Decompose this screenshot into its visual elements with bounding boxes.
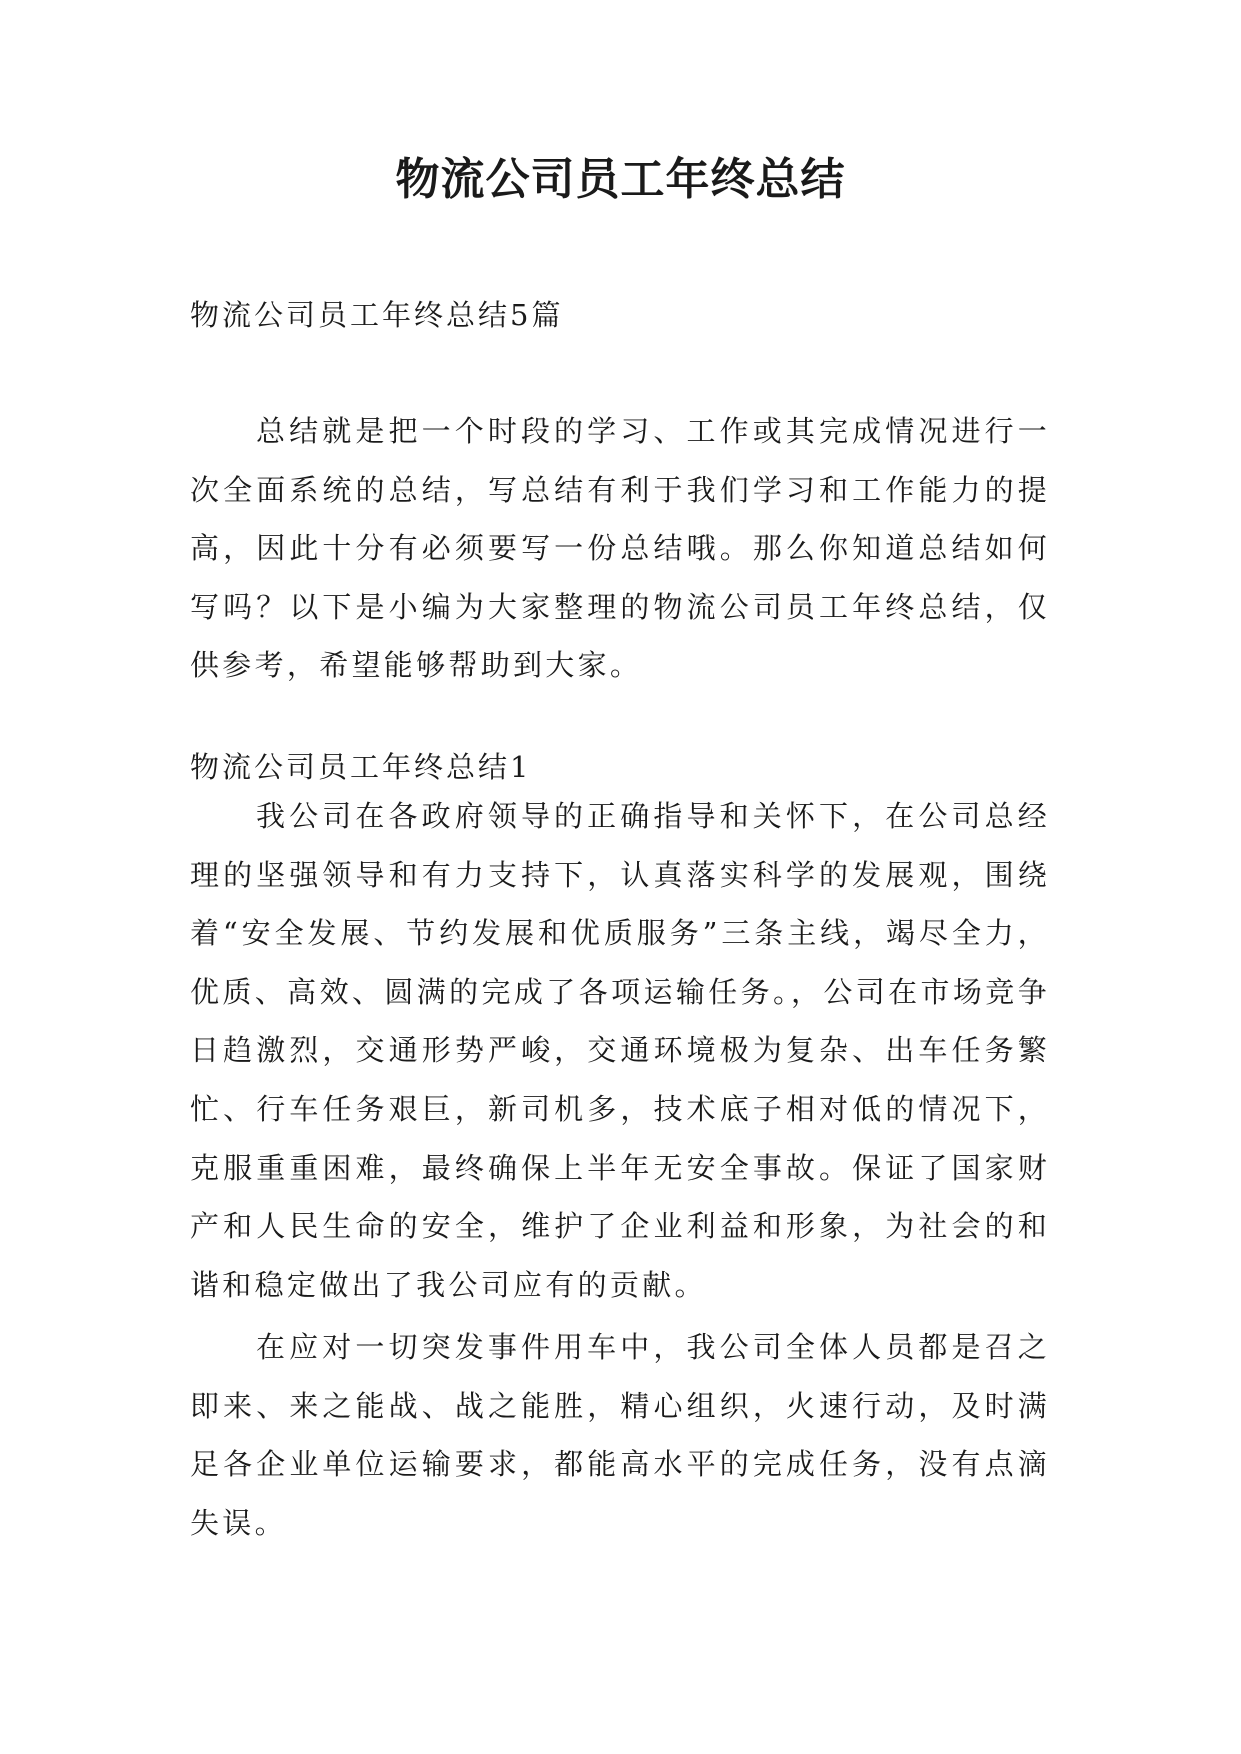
- intro-paragraph: 总结就是把一个时段的学习、工作或其完成情况进行一次全面系统的总结，写总结有利于我们学习和工作能力的提高，因此十分有必须要写一份总结哦。那么你知道总结如何写吗？以下是小编为大家整理的物流公司员工年终总结，仅供参考，希望能够帮助到大家。: [190, 414, 1050, 683]
- body-paragraph: 在应对一切突发事件用车中，我公司全体人员都是召之即来、来之能战、战之能胜，精心组织，火速行动，及时满足各企业单位运输要求，都能高水平的完成任务，没有点滴失误。: [190, 1330, 1050, 1540]
- section-heading: 物流公司员工年终总结1: [190, 750, 532, 784]
- document-title: 物流公司员工年终总结: [395, 154, 846, 205]
- body-paragraph: 我公司在各政府领导的正确指导和关怀下，在公司总经理的坚强领导和有力支持下，认真落实科学的发展观，围绕着“安全发展、节约发展和优质服务”三条主线，竭尽全力，优质、高效、圆满的完成了各项运输任务。，公司在市场竞争日趋激烈，交通形势严峻，交通环境极为复杂、出车任务繁忙、行车任务艰巨，新司机多，技术底子相对低的情况下，克服重重困难，最终确保上半年无安全事故。保证了国家财产和人民生命的安全，维护了企业利益和形象，为社会的和谐和稳定做出了我公司应有的贡献。: [190, 799, 1050, 1302]
- document-subtitle: 物流公司员工年终总结5篇: [190, 298, 564, 332]
